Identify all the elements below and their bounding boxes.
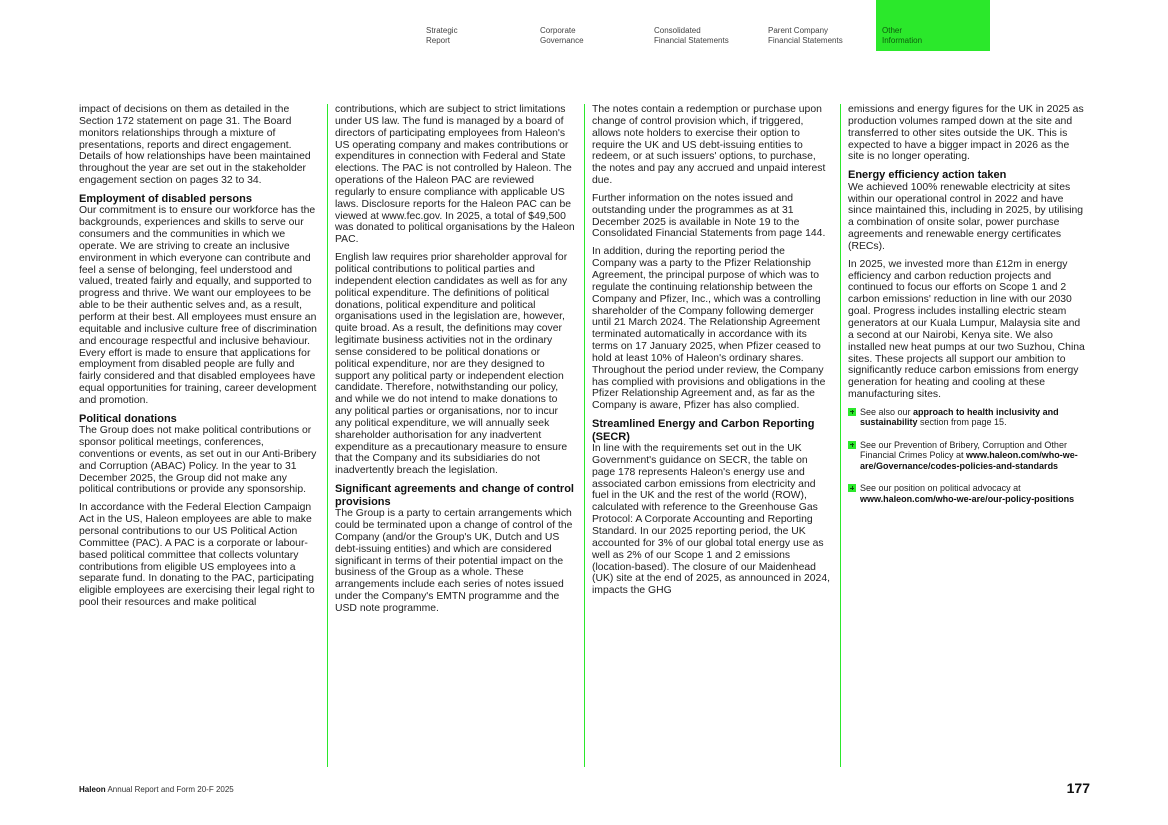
tab-label: Other <box>882 26 903 35</box>
tab-label: Information <box>882 36 923 45</box>
text-column-2 <box>335 104 575 621</box>
paragraph: impact of decisions on them as detailed in the Section 172 statement on page 31. The Board monitors relationships through a mixture of presentations, reports and direct engagement. Details of how relationships have been maintained throughout the year are set out in the stakeholder engagement section on pages 32 to 34. <box>79 104 311 187</box>
tab-label: Corporate <box>540 26 576 35</box>
paragraph: emissions and energy figures for the UK in 2025 as production volumes ramped down at the site and transferred to other sites outside the UK. This is expected to have a bigger impact in 2026 as the site is no longer operating. <box>848 104 1084 163</box>
plus-square-icon <box>848 484 856 492</box>
tab-label: Strategic <box>426 26 458 35</box>
footer-doc-title: Annual Report and Form 20-F 2025 <box>105 785 234 794</box>
column-divider <box>840 104 841 767</box>
heading-secr: Streamlined Energy and Carbon Reporting (SECR) <box>592 418 815 443</box>
paragraph: Further information on the notes issued and outstanding under the programmes as at 31 December 2025 is available in Note 19 to the Consolidated Financial Statements from page 144. <box>592 192 826 240</box>
column-divider <box>584 104 585 767</box>
tab-other-information[interactable] <box>876 0 990 51</box>
paragraph: The Group is a party to certain arrangements which could be terminated upon a change of control of the Company (and/or the Group's UK, Dutch and US debt-issuing entities) and which are considered significant in terms of their potential impact on the business of the Group as a whole. These arrangements include each series of notes issued under the Company's EMTN programme and the USD note programme. <box>335 508 573 614</box>
heading-energy-efficiency: Energy efficiency action taken <box>848 169 1007 182</box>
paragraph: contributions, which are subject to strict limitations under US law. The fund is managed by a board of directors of participating employees from Haleon's US operating company and makes contributions or expenditures in connection with Federal and State elections. The PAC is not controlled by Haleon. The operations of the Haleon PAC are reviewed regularly to ensure compliance with applicable US laws. Disclosure reports for the Haleon PAC can be viewed at www.fec.gov. In 2025, a total of $49,500 was donated to political organisations by the Haleon PAC. <box>335 104 575 246</box>
paragraph: The notes contain a redemption or purchase upon change of control provision which, if triggered, allows note holders to exercise their option to require the UK and US debt-issuing entities to redeem, or at such issuers' options, to purchase, the notes and pay any accrued and unpaid interest due. <box>592 104 826 187</box>
note-text: See our position on political advocacy at <box>860 483 1021 494</box>
see-also-note <box>848 407 1088 428</box>
paragraph: Our commitment is to ensure our workforce has the backgrounds, experiences and skills to serve our consumers and the communities in which we operate. We are striving to create an inclusive environment in which everyone can contribute and feel a sense of belonging, feel understood and valued, treated fairly and equally, and supported to progress and thrive. We want our employees to be able to be their authentic selves and, as a result, perform at their best. All employees must ensure an equitable and inclusive culture free of discrimination and encourage respectful and inclusive behaviour. Every effort is made to ensure that applications for employment from disabled people are fully and fairly considered and that disabled employees have equal opportunities for training, career development and promotion. <box>79 205 317 406</box>
link-policy-positions[interactable]: www.haleon.com/who-we-are/our-policy-positions <box>860 493 1075 504</box>
paragraph: In addition, during the reporting period the Company was a party to the Pfizer Relationship Agreement, the principal purpose of which was to regulate the continuing relationship between the Company and Pfizer, Inc., which was a controlling shareholder of the Company following demerger until 21 March 2024. The Relationship Agreement terminated automatically in accordance with its terms on 17 January 2025, when Pfizer ceased to hold at least 10% of Haleon's ordinary shares. Throughout the period under review, the Company has complied with provisions and obligations in the Pfizer Relationship Agreement and, as far as the Company is aware, Pfizer has also complied. <box>592 246 826 412</box>
tab-parent-company-financial-statements[interactable] <box>762 0 876 51</box>
paragraph: We achieved 100% renewable electricity at sites within our operational control in 2022 and have since maintained this, including in 2025, by utilising a combination of onsite solar, power purchase agreements and renewable energy certificates (RECs). <box>848 181 1084 252</box>
tab-corporate-governance[interactable] <box>534 0 648 51</box>
paragraph: In line with the requirements set out in the UK Government's guidance on SECR, the table on page 178 represents Haleon's energy use and associated carbon emissions from electricity and fuel in the UK and the rest of the world (ROW), calculated with reference to the Greenhouse Gas Protocol: A Corporate Accounting and Reporting Standard. In our 2025 reporting period, the UK accounted for 3% of our global total energy use as well as 2% of our Scope 1 and 2 emissions (location-based). The closure of our Maidenhead (UK) site at the end of 2025, as announced in 2024, impacts the GHG <box>592 443 830 597</box>
tab-label: Consolidated <box>654 26 701 35</box>
plus-square-icon <box>848 441 856 449</box>
heading-significant-agreements: Significant agreements and change of control provisions <box>335 483 574 508</box>
footer <box>79 785 234 794</box>
tab-label: Report <box>426 36 451 45</box>
tab-consolidated-financial-statements[interactable] <box>648 0 762 51</box>
heading-employment-of-disabled-persons: Employment of disabled persons <box>79 192 252 205</box>
tab-label: Parent Company <box>768 26 829 35</box>
footer-brand: Haleon <box>79 785 106 794</box>
tab-label: Financial Statements <box>768 36 843 45</box>
see-also-note <box>848 440 1088 472</box>
text-column-3 <box>592 104 832 603</box>
see-also-note <box>848 483 1088 504</box>
section-nav <box>420 0 990 51</box>
link-health-inclusivity[interactable]: approach to health inclusivity and sustainability <box>860 406 1059 428</box>
tab-label: Financial Statements <box>654 36 729 45</box>
tab-label: Governance <box>540 36 584 45</box>
note-text: See also our <box>860 406 914 417</box>
column-divider <box>327 104 328 767</box>
text-column-1 <box>79 104 319 615</box>
page-number: 177 <box>1066 780 1090 796</box>
text-column-4 <box>848 104 1088 516</box>
paragraph: English law requires prior shareholder approval for political contributions to political parties and independent election candidates as well as for any political expenditure. The definitions of political donations, political expenditure and political organisations used in the legislation are, however, quite broad. As a result, the definitions may cover legitimate business activities not in the ordinary sense considered to be political donations or political expenditure, nor are they designed to support any political party or independent election candidate. Therefore, notwithstanding our policy, and while we do not intend to make donations to any political parties or organisations, nor to incur any political expenditure, we will annually seek shareholder authorisation for any inadvertent expenditure as a precautionary measure to ensure that the Company and its subsidiaries do not inadvertently breach the legislation. <box>335 252 568 477</box>
paragraph: In 2025, we invested more than £12m in energy efficiency and carbon reduction projects and continued to focus our efforts on Scope 1 and 2 carbon emissions' reduction in line with our 2030 goal. Progress includes installing electric steam generators at our Kuala Lumpur, Malaysia site and a second at our Nairobi, Kenya site. We also installed new heat pumps at our two Suzhou, China sites. These projects all support our ambition to significantly reduce carbon emissions from energy generation for heating and cooling at these manufacturing sites. <box>848 258 1085 401</box>
tab-strategic-report[interactable] <box>420 0 534 51</box>
paragraph: The Group does not make political contributions or sponsor political meetings, conferences, conventions or events, as set out in our Anti-Bribery and Corruption (ABAC) Policy. In the year to 31 December 2025, the Group did not make any political contributions or provide any sponsorship. <box>79 425 317 496</box>
heading-political-donations: Political donations <box>79 412 177 425</box>
paragraph: In accordance with the Federal Election Campaign Act in the US, Haleon employees are able to make personal contributions to our US Political Action Committee (PAC). A PAC is a corporate or labour-based political committee that collects voluntary contributions from eligible US employees into a separate fund. In donating to the PAC, participating eligible employees are exercising their legal right to pool their resources and make political <box>79 502 315 609</box>
note-text: See our Prevention of Bribery, Corruption and Other Financial Crimes Policy at <box>860 439 1067 461</box>
note-text: section from page 15. <box>917 417 1007 428</box>
link-codes-policies-standards[interactable]: www.haleon.com/who-we-are/Governance/codes-policies-and-standards <box>860 450 1078 471</box>
plus-square-icon <box>848 408 856 416</box>
